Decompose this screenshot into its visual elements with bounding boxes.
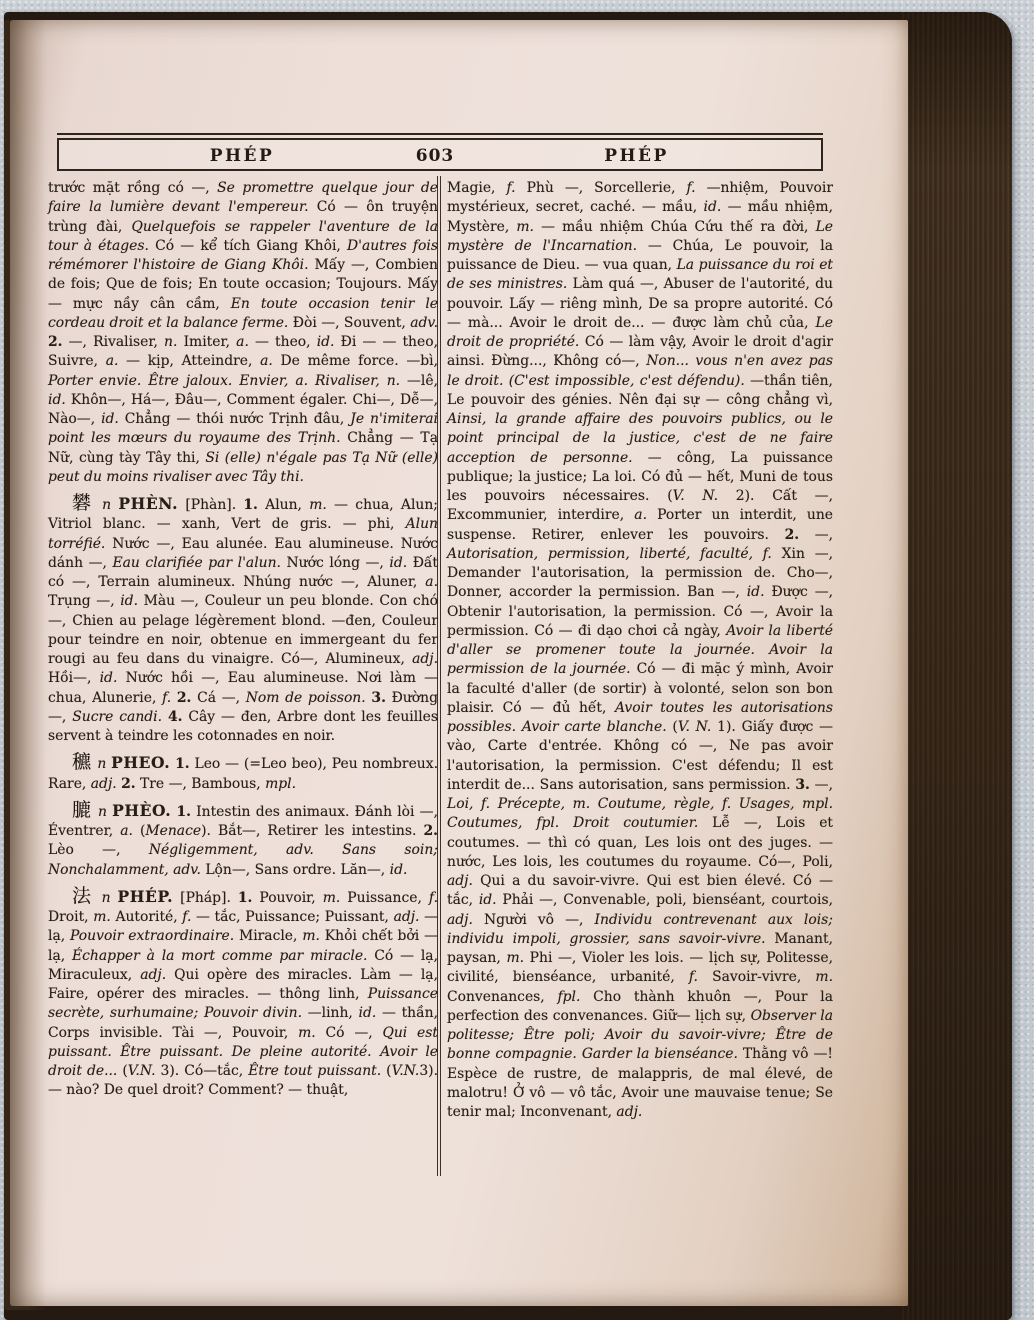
text-run: Alun,	[257, 497, 310, 513]
text-run: 3.	[371, 689, 386, 706]
text-run: Non... vous n'en avez pas le droit. (C'est impossible, c'est défendu).	[447, 353, 834, 389]
text-run: Avoir la liberté d'aller se promener toute la journée. Avoir la permission de la journée.	[447, 622, 833, 678]
text-run: Être tout puissant.	[248, 1063, 382, 1079]
hanzi-glyph: 礬	[72, 492, 95, 514]
text-run: Avoir toutes les autorisations possibles. Avoir carte blanche.	[447, 699, 833, 735]
text-run: Autorité,	[110, 909, 183, 925]
text-run: Phù —, Sorcellerie,	[515, 180, 687, 196]
text-run: Le mystère de l'Incarnation.	[447, 218, 834, 254]
text-run: Nước hồi —, Eau alumineuse. Nơi làm — chua, Alunerie,	[48, 670, 438, 706]
text-run: En toute occasion tenir le cordeau droit et la balance ferme.	[48, 295, 438, 331]
text-run: Observer la politesse; Être poli; Avoir du savoir-vivre; Être de bonne compagnie. Garder la bienséance.	[447, 1007, 833, 1063]
text-run: Cây — đen, Arbre dont les feuilles servent à teindre les cotonnades en noir.	[48, 708, 438, 744]
text-run: Ainsi, la grande affaire des pouvoirs publics, ou le point principal de la justice, c'est de ne faire acception de personne.	[447, 411, 833, 466]
text-run: Lộn—, Sans ordre. Lăn—,	[200, 861, 390, 878]
text-run: adj.	[412, 651, 438, 667]
text-run: Đòi —, Souvent,	[288, 314, 411, 331]
text-run: id.	[99, 670, 118, 687]
text-run: f.	[182, 909, 192, 925]
text-run: id.	[101, 411, 119, 427]
text-run: m.	[302, 928, 320, 945]
text-run: Đất có —, Terrain alumineux. Nhúng nước —, Aluner,	[48, 554, 439, 590]
hanzi-glyph: 穮	[72, 751, 93, 774]
running-header-right: PHÉP	[604, 146, 669, 166]
text-run: (	[666, 719, 678, 735]
text-run: Khỏi chết bởi — lạ,	[48, 928, 438, 964]
entry-phep	[48, 884, 438, 1101]
text-run: a.	[260, 353, 273, 370]
text-run: Qui est puissant. Être puissant. De pleine autorité. Avoir le droit de...	[48, 1024, 438, 1079]
text-run: Autorisation, permission, liberté, faculté, f.	[447, 545, 772, 562]
text-run: Nước lóng —,	[280, 554, 390, 571]
text-run: —,	[799, 526, 833, 543]
text-run: Alun torréfié.	[48, 516, 438, 552]
text-run: V.N.	[127, 1063, 156, 1079]
text-run: m.	[506, 950, 525, 966]
text-run: Có — lạ, Miraculeux,	[48, 947, 438, 983]
entry-phen	[48, 494, 438, 746]
text-run: adj.	[393, 909, 420, 925]
text-run: m.	[93, 909, 111, 925]
text-run: —,	[809, 776, 833, 793]
text-run: a.	[236, 334, 249, 350]
text-run: Lễ —, Lois et coutumes. — thì có quan, Les lois ont des juges. — nước, Les lois, les coutumes du royaume. Có—, Poli,	[447, 815, 833, 870]
page-number: 603	[415, 146, 455, 166]
text-run: Qui opère des miracles. Làm — lạ, Faire, opérer des miracles. — thông linh,	[48, 966, 438, 1002]
text-run: 1.	[175, 756, 190, 773]
text-run: V. N.	[677, 719, 712, 735]
text-run: — kịp, Atteindre,	[118, 353, 261, 370]
entry-headword: PHEO.	[111, 753, 171, 773]
text-run: f.	[686, 180, 696, 196]
text-run: id.	[120, 593, 138, 610]
gutter-shadow	[4, 20, 46, 1310]
text-run: adj.	[447, 911, 473, 928]
text-run: m.	[322, 889, 341, 906]
text-run: 2.	[176, 689, 192, 706]
text-run: id.	[48, 391, 66, 408]
text-run: 3). — nào? De quel droit? Comment? — thuật,	[48, 1063, 438, 1099]
text-run: 1.	[237, 889, 253, 906]
text-run: Chẳng — Tạ Nữ, cùng tày Tây thi,	[48, 430, 438, 466]
text-run: Manant, paysan,	[447, 930, 834, 966]
text-run: f.	[688, 969, 698, 986]
page-block-edge	[900, 12, 1012, 1320]
text-run: Quelquefois se rappeler l'aventure de la tour à étages.	[48, 218, 438, 254]
text-run: V. N.	[672, 488, 719, 504]
text-run: 1). Giấy được — vào, Carte d'entrée. Không có —, Ne pas avoir l'autorisation, la permission. C'est défendu; Il est interdit de... Sans autorisation, sans permission.	[447, 719, 833, 793]
text-run: a.	[105, 353, 119, 370]
text-run: Porter envie. Être jaloux. Envier, a. Rivaliser, n.	[48, 372, 401, 389]
text-run: (	[381, 1063, 392, 1079]
text-run: n	[92, 803, 113, 820]
text-run: m.	[815, 969, 833, 986]
text-run: [Phàn].	[178, 497, 244, 513]
text-run: Le droit de propriété.	[447, 314, 833, 350]
text-run: Négligemment, adv. Sans soin; Nonchalamment, adv.	[48, 842, 438, 878]
text-run: — chua, Alun; Vitriol blanc. — xanh, Vert de gris. — phi,	[48, 497, 438, 533]
text-run: Puissance secrète, surhumaine; Pouvoir divin.	[48, 986, 438, 1022]
text-run: id.	[703, 199, 722, 216]
text-run: D'autres fois rémémorer l'histoire de Giang Khôi.	[48, 237, 438, 273]
text-run: Loi, f. Précepte, m. Coutume, règle, f. Usages, mpl. Coutumes, fpl. Droit coutumier.	[447, 796, 833, 832]
text-run: La puissance du roi et de ses ministres.	[447, 257, 833, 293]
text-run: (	[117, 1063, 128, 1079]
text-run: Échapper à la mort comme par miracle.	[71, 947, 368, 964]
text-run: Individu contrevenant aux lois; individu impoli, grossier, sans savoir-vivre.	[447, 911, 833, 947]
text-run: Có — kể tích Giang Khôi,	[148, 237, 347, 254]
text-run: adj.	[90, 775, 117, 792]
text-run: Pouvoir extraordinaire.	[70, 928, 235, 945]
text-run: Leo — (=Leo beo), Peu nombreux. Rare,	[48, 756, 438, 792]
text-run: Phi —, Violer les lois. — lịch sự, Politesse, civilité, bienséance, urbanité,	[447, 950, 833, 986]
text-run: Sucre candi.	[72, 708, 163, 725]
text-run: n	[92, 756, 112, 773]
text-run: Si (elle) n'égale pas Tạ Nữ (elle) peut du moins rivaliser avec Tây thi.	[48, 449, 438, 485]
entry-headword: PHÉP.	[117, 886, 174, 906]
text-run: — mầu nhiệm Chúa Cứu thế ra đời,	[533, 218, 816, 235]
text-run: — theo,	[248, 334, 317, 350]
text-run: —linh,	[302, 1005, 359, 1022]
text-run: Trụng —,	[48, 593, 121, 610]
text-run: —lê,	[400, 372, 438, 389]
text-run: ). Bắt—, Retirer les intestins.	[201, 823, 424, 839]
text-run: 1.	[243, 497, 258, 513]
text-run: — Chúa, Le pouvoir, la puissance de Dieu. — vua quan,	[447, 237, 833, 273]
text-run: 2.	[48, 334, 63, 350]
text-run: Nom de poisson.	[245, 689, 366, 706]
text-run: Puissance,	[340, 889, 429, 906]
text-run: Khôn—, Há—, Đâu—, Comment égaler. Chi—, Dễ—, Nào—,	[48, 391, 438, 427]
text-run: Menace	[145, 823, 202, 839]
entry-pheo-1	[48, 753, 438, 794]
text-run: — thần, Corps invisible. Tài —, Pouvoir,	[48, 1005, 438, 1041]
text-run: — lạ,	[48, 909, 438, 945]
text-run: 3.	[795, 776, 810, 793]
text-run: id.	[316, 334, 335, 350]
text-run: Làm quá —, Abuser de l'autorité, du pouvoir. Lấy — riêng mình, De sa propre autorité. Có — mà... Avoir le droit de... — được làm chủ của,	[447, 276, 833, 331]
text-run: 3). Có—tắc,	[155, 1063, 249, 1079]
text-run: f.	[428, 889, 438, 906]
text-run: Tre —, Bambous,	[135, 775, 266, 792]
text-run: Thằng vô —! Espèce de rustre, de malappris, de mal élevé, de malotru! Ở vô — vô tắc, Avoir une mauvaise tenue; Se tenir mal; Inconvenant,	[447, 1046, 833, 1120]
text-run: Intestin des animaux. Đánh lòi —, Éventrer,	[48, 803, 438, 839]
text-run: a.	[634, 507, 647, 524]
text-run: Đi — — theo, Suivre,	[48, 334, 439, 370]
entry-headword: PHÈN.	[118, 494, 179, 513]
text-run: n	[94, 497, 119, 513]
text-run: trước mặt rồng có —,	[48, 180, 218, 196]
text-run: (	[132, 823, 146, 839]
text-run: n	[94, 889, 118, 906]
text-run: f.	[162, 689, 172, 706]
text-run: Xin —, Demander l'autorisation, la permission de. Cho—, Donner, accorder la permission. Ban —,	[447, 545, 834, 601]
text-run: — tắc, Puissance; Puissant,	[191, 909, 394, 925]
text-run: id.	[746, 584, 765, 601]
entry-headword: PHÈO.	[112, 800, 172, 820]
text-run: 2.	[423, 823, 438, 839]
text-run: Se promettre quelque jour de faire la lumière devant l'empereur.	[48, 180, 439, 216]
text-run: — mầu nhiệm, Mystère,	[447, 199, 833, 235]
text-run: Có — làm vậy, Avoir le droit d'agir ainsi. Đừng..., Không có—,	[447, 334, 833, 370]
text-run: Chẳng — thói nước Trịnh đâu,	[118, 411, 351, 427]
text-run: —nhiệm, Pouvoir mystérieux, secret, caché. — mầu,	[447, 180, 834, 216]
text-run: Cho thành khuôn —, Pour la perfection des convenances. Giữ— lịch sự,	[447, 988, 834, 1024]
right-text-column	[447, 179, 833, 1122]
text-run: id.	[389, 554, 408, 571]
continuation-phep-right	[447, 179, 833, 1122]
text-run: — công, La puissance publique; la justice; La loi. Có đủ — hết, Muni de tous les pouvoirs nécessaires. (	[447, 449, 833, 504]
text-run: Nước —, Eau alunée. Eau alumineuse. Nước dánh —,	[48, 535, 438, 571]
text-run: adj.	[447, 873, 473, 889]
text-run: id.	[358, 1005, 377, 1022]
text-run: 2.	[784, 526, 800, 543]
text-run: 1.	[176, 803, 191, 820]
text-run: Qui a du savoir-vivre. Qui est bien élevé. Có — tắc,	[447, 873, 833, 909]
text-run: Màu —, Couleur un peu blonde. Con chó—, Chien au pelage légèrement blond. —đen, Couleur pour teindre en noir, obtenue en immergeant du fer rougi au feu dans du vinaigre. Có—, Alumineux,	[48, 593, 438, 667]
text-run: f.	[506, 180, 516, 196]
text-run: Porter un interdit, une suspense. Retirer, enlever les pouvoirs.	[447, 507, 833, 543]
text-run: 4.	[167, 708, 183, 725]
text-run: Je n'imiterai point les mœurs du royaume des Trịnh.	[48, 411, 438, 447]
text-run: a.	[425, 574, 438, 590]
text-run: Eau clarifiée par l'alun.	[112, 554, 281, 571]
text-run: Mấy —, Combien de fois; Que de fois; En toute occasion; Toujours. Mấy — mực nầy cân cầm,	[48, 257, 438, 312]
text-run: fpl.	[557, 988, 581, 1005]
text-run: mpl.	[265, 775, 297, 792]
running-header-left: PHÉP	[209, 146, 275, 166]
text-run: Hồi—,	[48, 670, 100, 687]
text-run: Miracle,	[234, 928, 303, 945]
text-run: id.	[478, 892, 497, 909]
text-run: m.	[298, 1024, 316, 1041]
text-run: Phải —, Convenable, poli, bienséant, courtois,	[496, 892, 833, 909]
text-run: Có —,	[315, 1024, 383, 1041]
text-run: id.	[389, 861, 408, 878]
text-run: Droit,	[48, 909, 94, 925]
text-run: Magie,	[447, 180, 507, 196]
text-run: —, Rivaliser,	[62, 334, 165, 350]
text-run: adj.	[140, 966, 167, 983]
text-run: Savoir-vivre,	[697, 969, 816, 986]
continuation-phep-top	[48, 179, 438, 487]
text-run: De même force. —bì,	[272, 353, 438, 370]
text-run: adj.	[616, 1104, 643, 1120]
entry-pheo-2	[48, 798, 438, 880]
text-run: Pouvoir,	[252, 889, 323, 906]
text-run: Lèo —,	[48, 842, 149, 859]
text-run: —thần tiên, Le pouvoir des génies. Nên đại sự — công chẳng vì,	[447, 372, 833, 408]
hanzi-glyph: 法	[72, 884, 95, 907]
text-run: Có — ôn truyện trùng đài,	[48, 199, 438, 235]
text-run: Đường—,	[48, 689, 438, 725]
text-run: a.	[120, 823, 133, 839]
text-run: Cá —,	[191, 689, 246, 706]
text-run: n.	[164, 334, 178, 350]
text-run: V.N.	[391, 1063, 420, 1079]
text-run: adv.	[410, 314, 438, 331]
header-top-rule	[57, 133, 823, 135]
text-run: Người vô —,	[472, 911, 595, 928]
text-run: Convenances,	[447, 988, 558, 1005]
text-run: Được —, Obtenir l'autorisation, la permission. Có —, Avoir la permission. Có — đi dạo chơi cả ngày,	[447, 584, 833, 639]
text-run: Có — đi mặc ý mình, Avoir la faculté d'aller (de sortir) à volonté, selon son bon plaisir. Có — đủ hết,	[447, 661, 833, 716]
text-run: m.	[516, 218, 534, 235]
left-text-column	[48, 179, 438, 1101]
hanzi-glyph: 膔	[72, 798, 93, 821]
text-run: 2.	[121, 775, 136, 792]
text-run: Imiter,	[177, 334, 237, 350]
text-run: 2). Cất —, Excommunier, interdire,	[447, 488, 833, 524]
text-run: m.	[309, 497, 327, 513]
text-run: [Pháp].	[173, 889, 238, 906]
